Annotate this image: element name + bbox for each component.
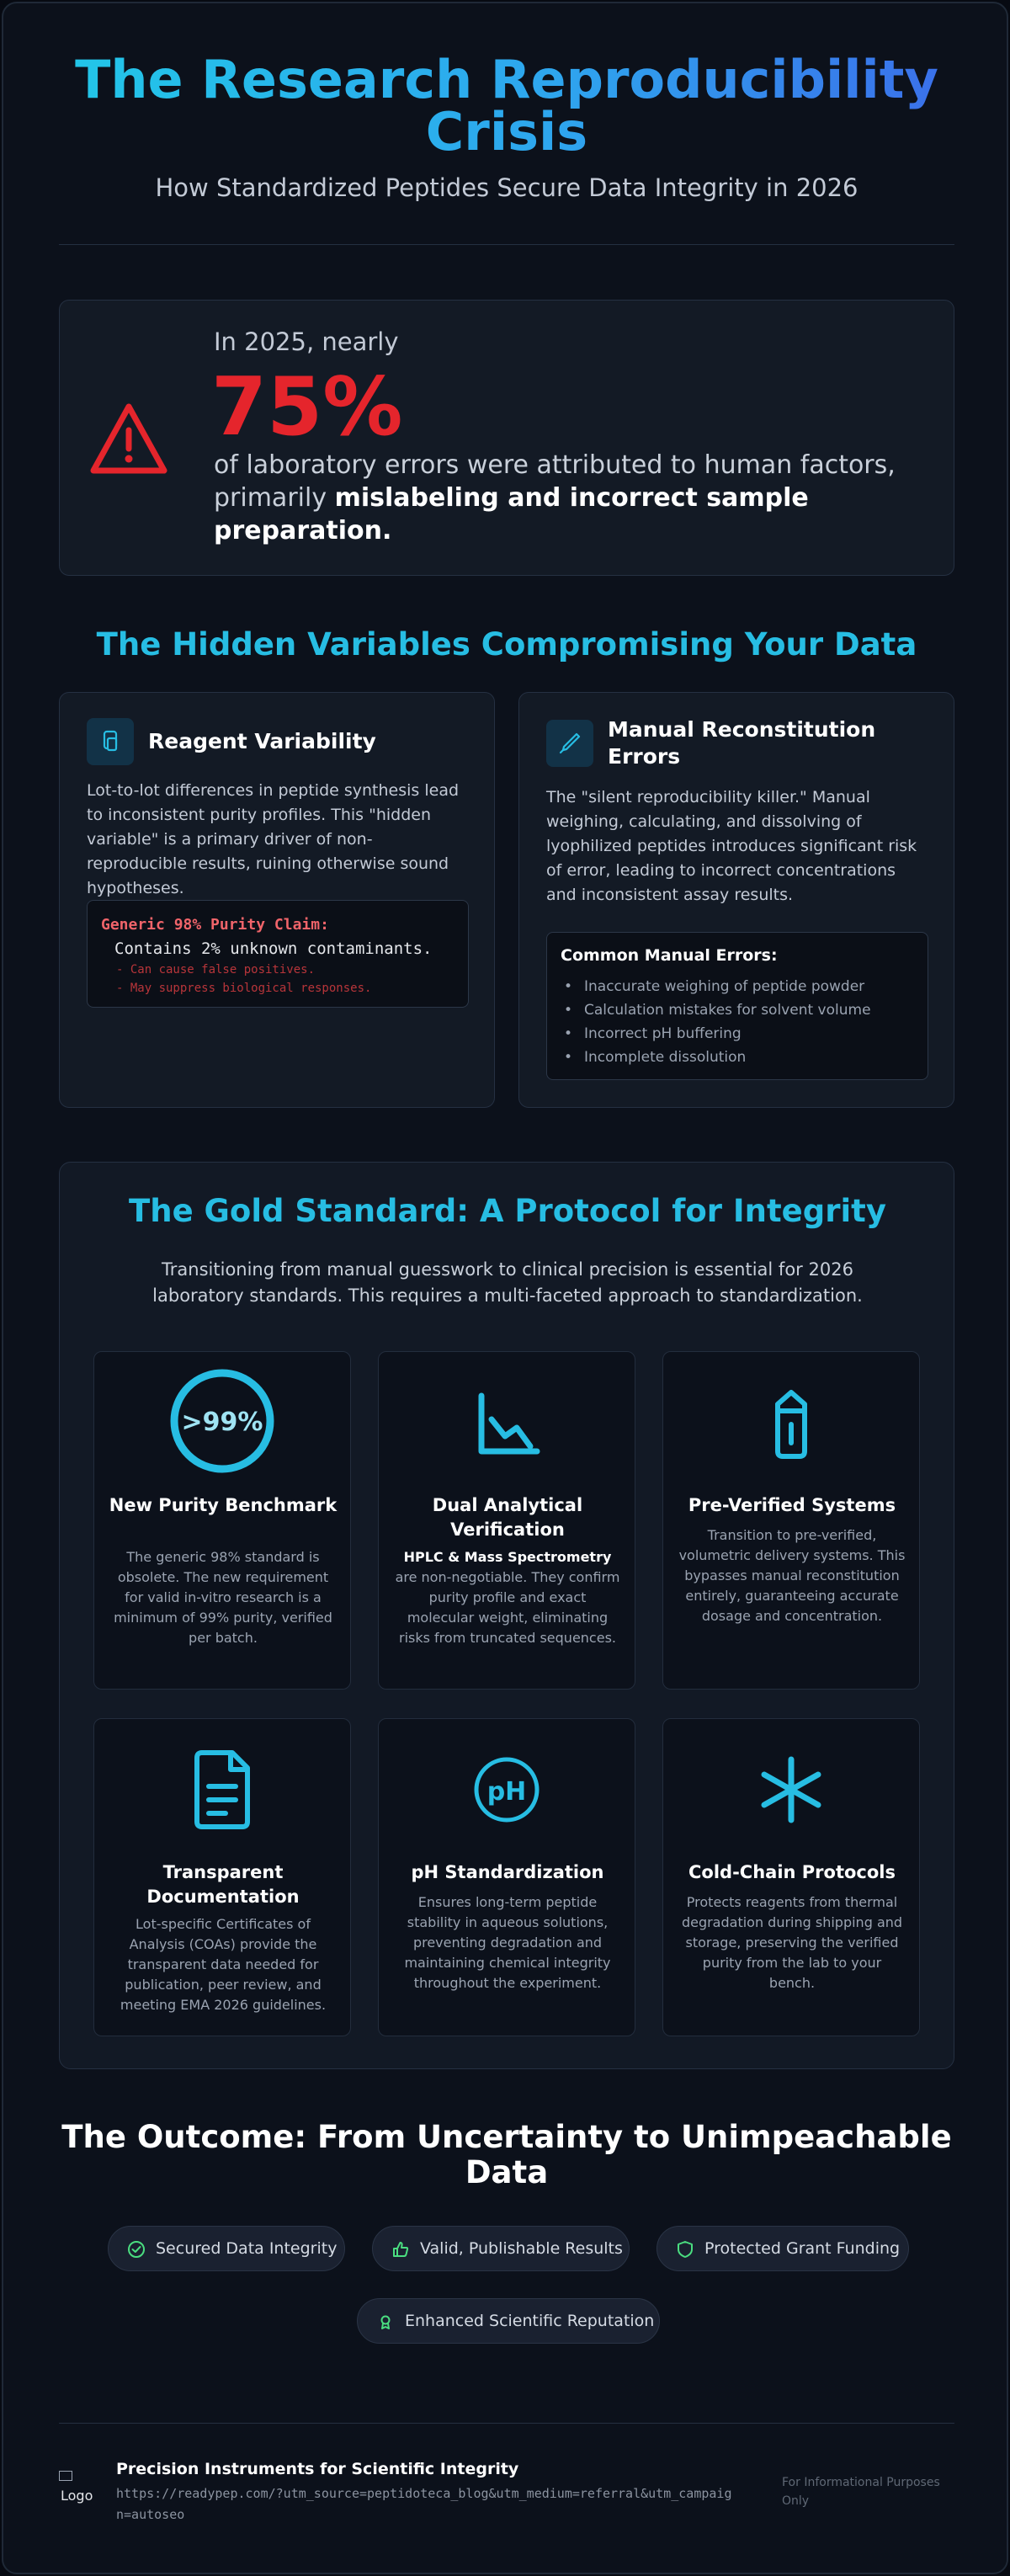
footer-divider [59,2423,954,2424]
vial-icon [663,1367,919,1477]
award-icon [376,2313,395,2331]
divider [59,244,954,245]
protocol-body: Protects reagents from thermal degradation during shipping and storage, preserving the verified purity from the lab to your bench. [681,1894,903,1991]
pipette-icon [546,720,593,767]
document-text-icon [94,1734,350,1844]
line-chart-icon [379,1367,635,1477]
broken-image-icon [59,2471,72,2481]
reagent-title: Reagent Variability [148,729,376,753]
common-errors-box [546,932,928,1080]
ph-badge-icon [379,1734,635,1844]
gold-standard-panel [59,1162,954,2069]
list-item: • Inaccurate weighing of peptide powder [561,975,871,998]
ph-badge-text: pH [486,1777,527,1807]
pill-label: Enhanced Scientific Reputation [405,2312,655,2330]
manual-title-line-1: Manual Reconstitution [608,717,876,742]
protocol-card-purity [93,1351,351,1690]
stat-desc-text: of laboratory errors were attributed to human factors, primarily [214,450,896,513]
protocol-card-ph [378,1718,635,2036]
protocol-body: The generic 98% standard is obsolete. The new requirement for valid in-vitro research is a minimum of 99% purity, verified per batch. [114,1549,332,1646]
code-heading: Generic 98% Purity Claim: [101,916,329,934]
purity-ring-icon [94,1367,350,1477]
list-item: • Incorrect pH buffering [561,1022,871,1046]
check-circle-icon [127,2240,146,2259]
gold-intro: Transitioning from manual guesswork to clinical precision is essential for 2026 laboratory standards. This requires a multi-faceted approach to standardization. [152,1259,863,1306]
code-risk: - May suppress biological responses. [116,982,372,995]
manual-body: The "silent reproducibility killer." Manual weighing, calculating, and dissolving of lyophilized peptides introduces significant risk of error, leading to incorrect concentrations and inconsistent assay results. [546,788,917,904]
protocol-title: New Purity Benchmark [109,1495,338,1515]
purity-claim-code-box [87,900,469,1008]
list-item: • Calculation mistakes for solvent volume [561,998,871,1022]
document-copy-icon [87,718,134,765]
footer-title: Precision Instruments for Scientific Integrity [116,2460,519,2478]
reagent-body: Lot-to-lot differences in peptide synthesis lead to inconsistent purity profiles. This "hidden variable" is a primary driver of non-reproducible results, ruining otherwise sound hypotheses. [87,781,460,897]
list-item: • Incomplete dissolution [561,1046,871,1069]
outcome-pill-reputation [357,2298,660,2344]
pill-label: Valid, Publishable Results [420,2239,623,2258]
protocol-body-emphasis: HPLC & Mass Spectrometry [403,1549,612,1565]
code-risk: - Can cause false positives. [116,963,316,977]
protocol-body: Lot-specific Certificates of Analysis (COAs) provide the transparent data needed for publication, peer review, and meeting EMA 2026 guidelines. [120,1916,327,2013]
errors-list [561,975,871,1069]
protocol-title: Pre-Verified Systems [688,1495,896,1515]
stat-desc-emphasis: mislabeling and incorrect sample preparation. [214,483,809,546]
footer-link[interactable]: https://readypep.com/?utm_source=peptidoteca_blog&utm_medium=referral&utm_campaign=autoseo [116,2486,732,2522]
snowflake-icon [663,1734,919,1844]
outcome-pill-grant-funding [656,2226,909,2271]
protocol-card-documentation [93,1718,351,2036]
title-line-2: Crisis [425,101,588,162]
protocol-title: Dual Analytical Verification [432,1495,583,1540]
outcome-pill-valid-results [372,2226,630,2271]
stat-prefix: In 2025, nearly [214,327,399,356]
thumbs-up-icon [391,2240,410,2259]
code-line: Contains 2% unknown contaminants. [114,939,433,958]
reagent-variability-card [59,692,495,1108]
footer-disclaimer: For Informational Purposes Only [782,2476,940,2508]
section-title-gold: The Gold Standard: A Protocol for Integrity [129,1193,886,1229]
page-title [59,49,954,162]
protocol-body-text: are non-negotiable. They confirm purity profile and exact molecular weight, eliminating risks from truncated sequences. [395,1569,620,1646]
manual-title [608,716,875,770]
shield-icon [676,2240,694,2259]
protocol-card-cold-chain [662,1718,920,2036]
stat-card [59,300,954,576]
protocol-title: Transparent Documentation [146,1862,300,1907]
page-subtitle: How Standardized Peptides Secure Data Integrity in 2026 [155,173,858,202]
title-line-1: The Research Reproducibility [75,49,938,110]
stat-description [214,449,929,547]
section-title-variables: The Hidden Variables Compromising Your Data [96,626,917,663]
protocol-card-verification [378,1351,635,1690]
outcome-title: The Outcome: From Uncertainty to Unimpeachable Data [61,2119,952,2190]
protocol-title: Cold-Chain Protocols [688,1862,896,1882]
pill-label: Protected Grant Funding [704,2239,901,2258]
protocol-body: Transition to pre-verified, volumetric delivery systems. This bypasses manual reconstitution entirely, guaranteeing accurate dosage and concentration. [678,1527,906,1624]
protocol-card-preverified [662,1351,920,1690]
pill-label: Secured Data Integrity [156,2239,338,2258]
manual-title-line-2: Errors [608,744,681,769]
errors-heading: Common Manual Errors: [561,946,778,965]
stat-value: 75% [211,361,403,454]
infographic-page [2,2,1008,2574]
manual-reconstitution-card [518,692,954,1108]
purity-badge: >99% [181,1408,263,1437]
warning-triangle-icon [88,402,169,477]
protocol-body: Ensures long-term peptide stability in aqueous solutions, preventing degradation and maintaining chemical integrity throughout the experiment. [404,1894,611,1991]
protocol-title: pH Standardization [411,1862,604,1882]
protocol-body [394,1547,621,1648]
outcome-pill-data-integrity [108,2226,345,2271]
logo-alt-text: Logo [61,2488,93,2504]
